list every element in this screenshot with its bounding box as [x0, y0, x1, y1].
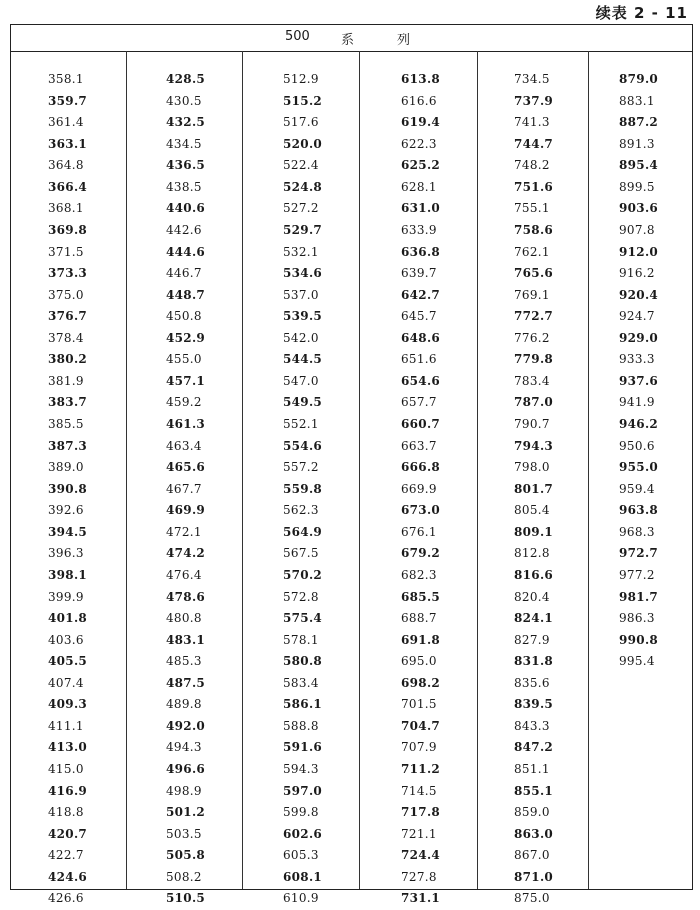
table-cell: 990.8 [619, 632, 659, 647]
table-cell: 717.8 [401, 805, 441, 820]
table-cell: 418.8 [48, 805, 84, 820]
table-cell: 887.2 [619, 115, 659, 130]
table-cell: 392.6 [48, 503, 84, 518]
table-cell: 631.0 [401, 201, 441, 216]
table-cell: 724.4 [401, 848, 441, 863]
table-cell: 505.8 [166, 848, 206, 863]
table-cell: 363.1 [48, 136, 88, 151]
table-cell: 383.7 [48, 395, 88, 410]
table-cell: 633.9 [401, 222, 437, 237]
table-cell: 695.0 [401, 654, 437, 669]
column-divider [477, 51, 478, 889]
table-cell: 879.0 [619, 72, 659, 86]
table-cell: 711.2 [401, 762, 441, 776]
table-cell: 459.2 [166, 395, 202, 410]
table-cell: 520.0 [283, 136, 323, 151]
table-cell: 480.8 [166, 611, 202, 626]
table-cell: 554.6 [283, 438, 323, 453]
table-cell: 924.7 [619, 309, 655, 324]
table-cell: 472.1 [166, 524, 202, 539]
table-cell: 422.7 [48, 848, 84, 863]
table-cell: 721.1 [401, 826, 437, 841]
header-series-char2: 列 [397, 33, 411, 48]
table-cell: 714.5 [401, 783, 437, 798]
table-cell: 912.0 [619, 244, 659, 259]
table-cell: 691.8 [401, 632, 441, 647]
table-column-5 [514, 69, 553, 910]
table-cell: 524.8 [283, 179, 323, 194]
table-cell: 436.5 [166, 158, 206, 173]
table-cell: 440.6 [166, 201, 206, 216]
table-cell: 787.0 [514, 395, 554, 410]
table-cell: 835.6 [514, 675, 550, 690]
table-cell: 963.8 [619, 503, 659, 518]
table-cell: 883.1 [619, 93, 655, 108]
table-cell: 955.0 [619, 460, 659, 475]
table-cell: 503.5 [166, 826, 202, 841]
table-cell: 444.6 [166, 244, 206, 259]
table-cell: 769.1 [514, 287, 550, 302]
table-cell: 748.2 [514, 158, 550, 173]
table-cell: 660.7 [401, 417, 441, 431]
table-cell: 557.2 [283, 460, 319, 475]
table-cell: 851.1 [514, 762, 550, 776]
table-cell: 534.6 [283, 266, 323, 281]
table-header [11, 25, 692, 52]
table-cell: 407.4 [48, 675, 84, 690]
table-cell: 428.5 [166, 72, 206, 86]
table-cell: 463.4 [166, 438, 202, 453]
table-cell: 812.8 [514, 546, 550, 561]
table-cell: 478.6 [166, 589, 206, 604]
table-cell: 875.0 [514, 891, 550, 906]
table-cell: 599.8 [283, 805, 319, 820]
table-cell: 512.9 [283, 72, 319, 86]
table-cell: 591.6 [283, 740, 323, 755]
table-cell: 597.0 [283, 783, 323, 798]
table-cell: 805.4 [514, 503, 550, 518]
table-cell: 559.8 [283, 481, 323, 496]
table-cell: 578.1 [283, 632, 319, 647]
table-cell: 645.7 [401, 309, 437, 324]
table-cell: 855.1 [514, 783, 554, 798]
table-cell: 622.3 [401, 136, 437, 151]
table-cell: 839.5 [514, 697, 554, 712]
table-cell: 492.0 [166, 718, 206, 733]
table-cell: 517.6 [283, 115, 319, 130]
table-cell: 358.1 [48, 72, 84, 86]
table-cell: 704.7 [401, 718, 441, 733]
table-cell: 657.7 [401, 395, 437, 410]
table-cell: 364.8 [48, 158, 84, 173]
table-cell: 552.1 [283, 417, 319, 431]
table-column-1 [48, 69, 87, 910]
table-cell: 450.8 [166, 309, 202, 324]
table-cell: 859.0 [514, 805, 550, 820]
table-cell: 827.9 [514, 632, 550, 647]
table-cell: 824.1 [514, 611, 554, 626]
table-cell: 489.8 [166, 697, 202, 712]
table-cell: 636.8 [401, 244, 441, 259]
column-divider [359, 51, 360, 889]
table-cell: 430.5 [166, 93, 202, 108]
table-cell: 741.3 [514, 115, 550, 130]
table-cell: 673.0 [401, 503, 441, 518]
table-cell: 688.7 [401, 611, 437, 626]
table-cell: 682.3 [401, 567, 437, 582]
table-cell: 755.1 [514, 201, 550, 216]
table-cell: 809.1 [514, 524, 554, 539]
table-cell: 508.2 [166, 869, 202, 884]
column-divider [126, 51, 127, 889]
table-cell: 527.2 [283, 201, 319, 216]
table-cell: 863.0 [514, 826, 554, 841]
table-cell: 515.2 [283, 93, 323, 108]
table-cell: 474.2 [166, 546, 206, 561]
table-cell: 663.7 [401, 438, 437, 453]
table-cell: 359.7 [48, 93, 88, 108]
table-cell: 986.3 [619, 611, 655, 626]
table-cell: 494.3 [166, 740, 202, 755]
column-divider [242, 51, 243, 889]
table-cell: 510.5 [166, 891, 206, 906]
table-cell: 794.3 [514, 438, 554, 453]
table-cell: 616.6 [401, 93, 437, 108]
table-cell: 698.2 [401, 675, 441, 690]
table-cell: 409.3 [48, 697, 88, 712]
table-cell: 455.0 [166, 352, 202, 367]
table-cell: 602.6 [283, 826, 323, 841]
table-cell: 707.9 [401, 740, 437, 755]
table-cell: 871.0 [514, 869, 554, 884]
table-cell: 946.2 [619, 417, 659, 431]
table-cell: 920.4 [619, 287, 659, 302]
header-series-number: 500 [285, 29, 310, 44]
table-cell: 776.2 [514, 330, 550, 345]
table-cell: 446.7 [166, 266, 202, 281]
table-cell: 415.0 [48, 762, 84, 776]
table-cell: 916.2 [619, 266, 655, 281]
table-cell: 570.2 [283, 567, 323, 582]
table-cell: 790.7 [514, 417, 550, 431]
table-cell: 737.9 [514, 93, 554, 108]
table-cell: 639.7 [401, 266, 437, 281]
table-cell: 843.3 [514, 718, 550, 733]
table-cell: 972.7 [619, 546, 659, 561]
table-cell: 751.6 [514, 179, 554, 194]
table-cell: 685.5 [401, 589, 441, 604]
table-cell: 642.7 [401, 287, 441, 302]
table-cell: 594.3 [283, 762, 319, 776]
table-cell: 783.4 [514, 373, 550, 388]
table-cell: 625.2 [401, 158, 441, 173]
table-cell: 929.0 [619, 330, 659, 345]
table-cell: 522.4 [283, 158, 319, 173]
table-cell: 469.9 [166, 503, 206, 518]
table-cell: 434.5 [166, 136, 202, 151]
table-cell: 461.3 [166, 417, 206, 431]
table-column-4 [401, 69, 440, 910]
table-cell: 981.7 [619, 589, 659, 604]
table-cell: 457.1 [166, 373, 206, 388]
table-cell: 572.8 [283, 589, 319, 604]
table-cell: 610.9 [283, 891, 319, 906]
table-cell: 465.6 [166, 460, 206, 475]
table-cell: 580.8 [283, 654, 323, 669]
table-cell: 995.4 [619, 654, 655, 669]
table-cell: 867.0 [514, 848, 550, 863]
table-cell: 701.5 [401, 697, 437, 712]
table-cell: 485.3 [166, 654, 202, 669]
table-cell: 605.3 [283, 848, 319, 863]
table-cell: 734.5 [514, 72, 550, 86]
table-cell: 398.1 [48, 567, 88, 582]
table-cell: 628.1 [401, 179, 437, 194]
table-cell: 452.9 [166, 330, 206, 345]
table-cell: 426.6 [48, 891, 84, 906]
table-cell: 547.0 [283, 373, 319, 388]
table-cell: 467.7 [166, 481, 202, 496]
table-cell: 941.9 [619, 395, 655, 410]
table-cell: 385.5 [48, 417, 84, 431]
table-cell: 371.5 [48, 244, 84, 259]
table-cell: 420.7 [48, 826, 88, 841]
table-column-6 [619, 69, 658, 673]
table-cell: 619.4 [401, 115, 441, 130]
table-cell: 483.1 [166, 632, 206, 647]
table-cell: 361.4 [48, 115, 84, 130]
table-cell: 487.5 [166, 675, 206, 690]
table-cell: 744.7 [514, 136, 554, 151]
table-cell: 562.3 [283, 503, 319, 518]
table-cell: 396.3 [48, 546, 84, 561]
table-cell: 891.3 [619, 136, 655, 151]
table-cell: 950.6 [619, 438, 655, 453]
table-cell: 542.0 [283, 330, 319, 345]
table-cell: 959.4 [619, 481, 655, 496]
table-cell: 380.2 [48, 352, 88, 367]
table-cell: 537.0 [283, 287, 319, 302]
table-cell: 539.5 [283, 309, 323, 324]
table-cell: 448.7 [166, 287, 206, 302]
table-cell: 399.9 [48, 589, 84, 604]
table-cell: 378.4 [48, 330, 84, 345]
table-cell: 564.9 [283, 524, 323, 539]
table-cell: 532.1 [283, 244, 319, 259]
table-cell: 613.8 [401, 72, 441, 86]
table-cell: 424.6 [48, 869, 88, 884]
table-cell: 375.0 [48, 287, 84, 302]
table-cell: 575.4 [283, 611, 323, 626]
table-cell: 648.6 [401, 330, 441, 345]
table-cell: 529.7 [283, 222, 323, 237]
table-cell: 847.2 [514, 740, 554, 755]
table-cell: 369.8 [48, 222, 88, 237]
table-cell: 403.6 [48, 632, 84, 647]
table-cell: 679.2 [401, 546, 441, 561]
table-cell: 376.7 [48, 309, 88, 324]
table-cell: 937.6 [619, 373, 659, 388]
table-cell: 779.8 [514, 352, 554, 367]
table-cell: 401.8 [48, 611, 88, 626]
table-cell: 977.2 [619, 567, 655, 582]
table-cell: 816.6 [514, 567, 554, 582]
table-cell: 476.4 [166, 567, 202, 582]
table-cell: 731.1 [401, 891, 441, 906]
table-cell: 758.6 [514, 222, 554, 237]
table-cell: 895.4 [619, 158, 659, 173]
table-cell: 381.9 [48, 373, 84, 388]
table-cell: 651.6 [401, 352, 437, 367]
table-cell: 387.3 [48, 438, 88, 453]
table-cell: 765.6 [514, 266, 554, 281]
table-cell: 413.0 [48, 740, 88, 755]
table-cell: 549.5 [283, 395, 323, 410]
table-cell: 586.1 [283, 697, 323, 712]
table-cell: 907.8 [619, 222, 655, 237]
table-cell: 666.8 [401, 460, 441, 475]
table-cell: 762.1 [514, 244, 550, 259]
table-cell: 405.5 [48, 654, 88, 669]
table-cell: 544.5 [283, 352, 323, 367]
table-cell: 968.3 [619, 524, 655, 539]
table-cell: 772.7 [514, 309, 554, 324]
table-cell: 432.5 [166, 115, 206, 130]
table-cell: 933.3 [619, 352, 655, 367]
table-cell: 373.3 [48, 266, 88, 281]
table-cell: 608.1 [283, 869, 323, 884]
table-cell: 899.5 [619, 179, 655, 194]
table-cell: 498.9 [166, 783, 202, 798]
table-cell: 588.8 [283, 718, 319, 733]
table-column-3 [283, 69, 322, 910]
table-cell: 411.1 [48, 718, 84, 733]
column-divider [588, 51, 589, 889]
table-cell: 831.8 [514, 654, 554, 669]
table-cell: 389.0 [48, 460, 84, 475]
table-cell: 366.4 [48, 179, 88, 194]
table-cell: 669.9 [401, 481, 437, 496]
table-cell: 654.6 [401, 373, 441, 388]
table-cell: 496.6 [166, 762, 206, 776]
table-column-2 [166, 69, 205, 910]
table-cell: 567.5 [283, 546, 319, 561]
table-cell: 820.4 [514, 589, 550, 604]
table-cell: 727.8 [401, 869, 437, 884]
table-cell: 798.0 [514, 460, 550, 475]
table-cell: 801.7 [514, 481, 554, 496]
table-cell: 501.2 [166, 805, 206, 820]
header-series-char1: 系 [341, 33, 355, 48]
table-cell: 390.8 [48, 481, 88, 496]
table-cell: 368.1 [48, 201, 84, 216]
table-caption: 续表 2 - 11 [595, 4, 688, 22]
table-cell: 438.5 [166, 179, 202, 194]
table-cell: 394.5 [48, 524, 88, 539]
table-cell: 583.4 [283, 675, 319, 690]
table-cell: 903.6 [619, 201, 659, 216]
table-cell: 442.6 [166, 222, 202, 237]
table-cell: 676.1 [401, 524, 437, 539]
table-cell: 416.9 [48, 783, 88, 798]
series-table [10, 24, 693, 906]
